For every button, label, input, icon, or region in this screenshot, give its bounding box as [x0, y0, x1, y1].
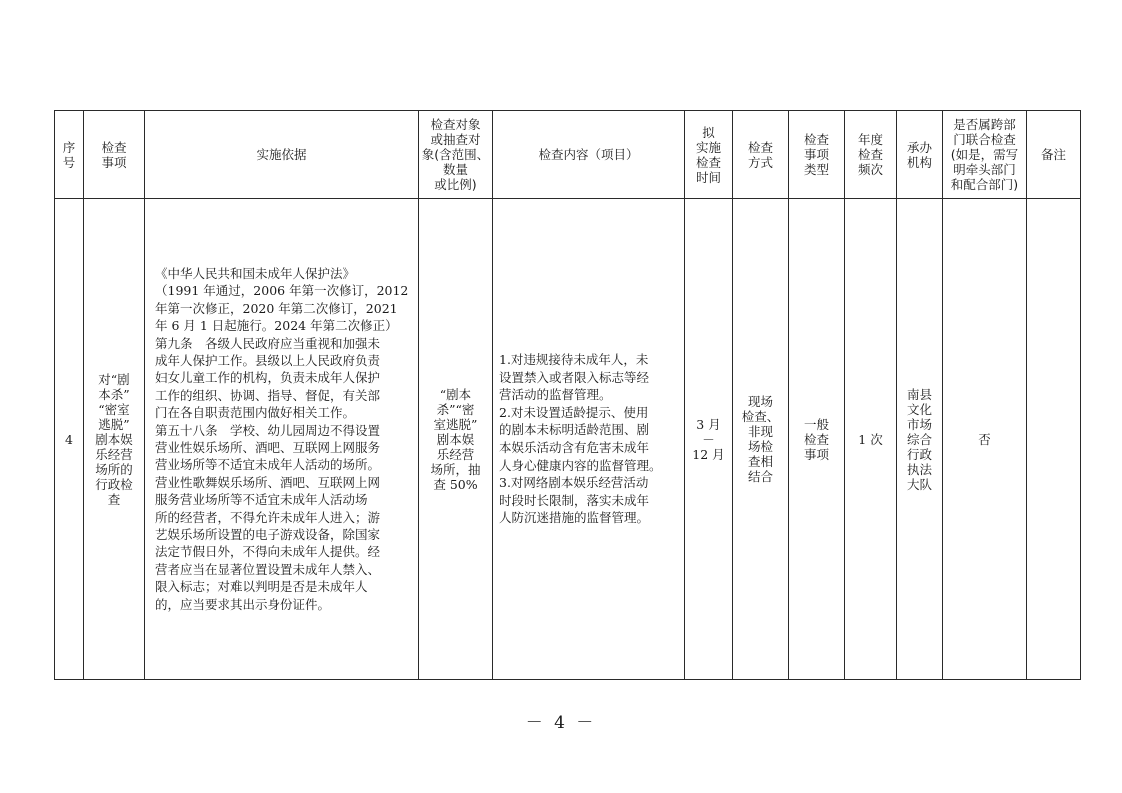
header-inspection-content: 检查内容（项目） — [493, 111, 685, 199]
header-serial-number: 序 号 — [55, 111, 84, 199]
cell-inspection-item: 对“剧 本杀” “密室 逃脱” 剧本娱 乐经营 场所的 行政检 查 — [84, 199, 145, 680]
table-header-row — [55, 111, 1081, 199]
cell-remarks — [1027, 199, 1081, 680]
cell-responsible-agency: 南县 文化 市场 综合 行政 执法 大队 — [897, 199, 943, 680]
header-item-type: 检查 事项 类型 — [789, 111, 845, 199]
header-planned-time: 拟 实施 检查 时间 — [685, 111, 733, 199]
cell-serial-number: 4 — [55, 199, 84, 680]
table-row — [55, 199, 1081, 680]
header-joint-inspection: 是否属跨部 门联合检查 (如是，需写 明牵头部门 和配合部门) — [943, 111, 1027, 199]
cell-inspection-content: 1.对违规接待未成年人，未 设置禁入或者限入标志等经 营活动的监督管理。 2.对未设置适龄提示、使用 的剧本未标明适龄范围、剧 本娱乐活动含有危害未成年 人身心健康内容的监督管理。 3.对网络剧本娱乐经营活动 时段时长限制，落实未成年 人防沉迷措施的监督管理。 — [493, 199, 685, 680]
page-number: － 4 － — [525, 713, 597, 733]
cell-annual-frequency: 1 次 — [845, 199, 897, 680]
header-annual-frequency: 年度 检查 频次 — [845, 111, 897, 199]
header-remarks: 备注 — [1027, 111, 1081, 199]
cell-planned-time: 3 月 － 12 月 — [685, 199, 733, 680]
cell-item-type: 一般 检查 事项 — [789, 199, 845, 680]
cell-inspection-method: 现场 检查、 非现 场检 查相 结合 — [733, 199, 789, 680]
header-inspection-method: 检查 方式 — [733, 111, 789, 199]
cell-inspection-object: “剧本 杀”“密 室逃脱” 剧本娱 乐经营 场所，抽 查 50% — [419, 199, 493, 680]
cell-joint-inspection: 否 — [943, 199, 1027, 680]
header-responsible-agency: 承办 机构 — [897, 111, 943, 199]
inspection-table-sheet — [54, 110, 1066, 680]
cell-legal-basis: 《中华人民共和国未成年人保护法》 （1991 年通过，2006 年第一次修订，2012 年第一次修正，2020 年第二次修订，2021 年 6 月 1 日起施行。2024 年第二次修正） 第九条 各级人民政府应当重视和加强未 成年人保护工作。县级以上人民政府负责 妇女儿童工作的机构，负责未成年人保护 工作的组织、协调、指导、督促，有关部 门在各自职责范围内做好相关工作。 第五十八条 学校、幼儿园周边不得设置 营业性娱乐场所、酒吧、互联网上网服务 营业场所等不适宜未成年人活动的场所。 营业性歌舞娱乐场所、酒吧、互联网上网 服务营业场所等不适宜未成年人活动场 所的经营者，不得允许未成年人进入；游 艺娱乐场所设置的电子游戏设备，除国家 法定节假日外，不得向未成年人提供。经 营者应当在显著位置设置未成年人禁入、 限入标志；对难以判明是否是未成年人 的，应当要求其出示身份证件。 — [145, 199, 419, 680]
header-inspection-item: 检查 事项 — [84, 111, 145, 199]
header-inspection-object: 检查对象 或抽查对 象(含范围、 数量 或比例) — [419, 111, 493, 199]
inspection-plan-table — [54, 110, 1081, 680]
header-legal-basis: 实施依据 — [145, 111, 419, 199]
